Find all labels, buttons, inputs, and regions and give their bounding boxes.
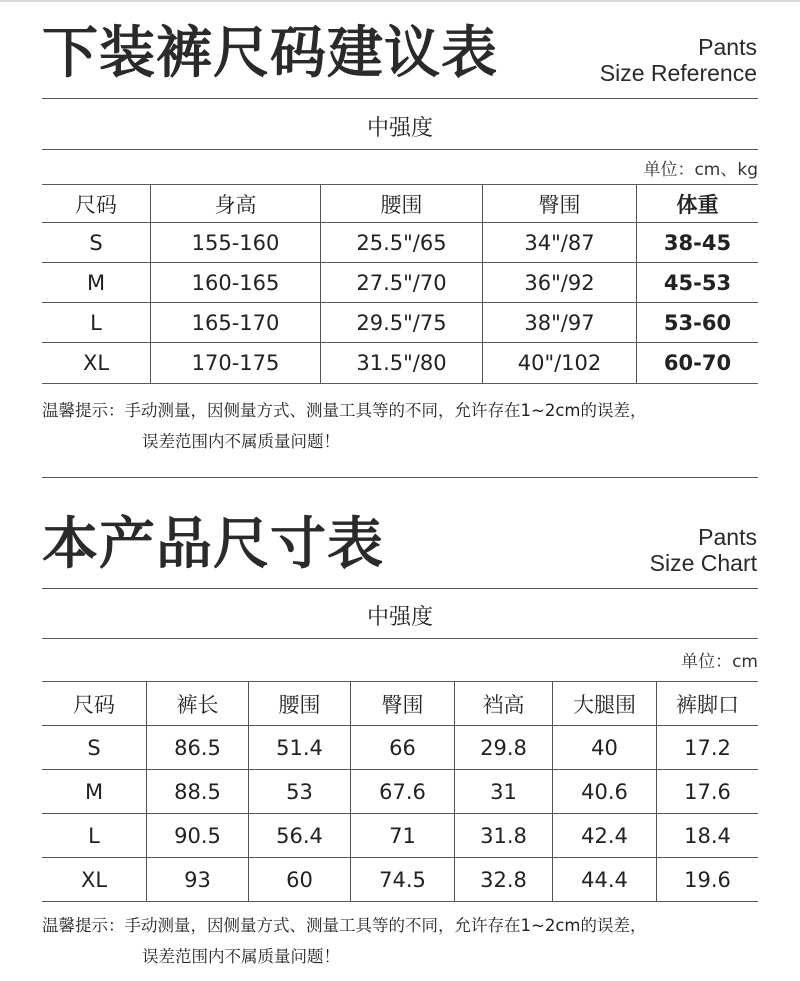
table-cell: S: [42, 726, 146, 770]
divider: [42, 149, 758, 150]
table-cell: 32.8: [454, 858, 552, 902]
table-cell: 45-53: [636, 263, 758, 303]
section-english-title: [650, 524, 757, 576]
table-header-cell: 尺码: [42, 185, 150, 223]
table-cell: 86.5: [146, 726, 248, 770]
table-header-cell: 裤脚口: [656, 682, 758, 726]
table-cell: 67.6: [350, 770, 454, 814]
table-cell: 66: [350, 726, 454, 770]
unit-label: 单位：cm: [681, 652, 758, 672]
intensity-label: 中强度: [366, 605, 433, 630]
size-chart-section: [0, 480, 800, 981]
table-cell: 38-45: [636, 223, 758, 263]
table-header-cell: 体重: [636, 185, 758, 223]
size-chart-table: [42, 682, 758, 902]
table-cell: 160-165: [150, 263, 320, 303]
table-cell: 40: [552, 726, 656, 770]
table-cell: 53: [248, 770, 350, 814]
table-cell: XL: [82, 351, 110, 375]
table-cell: 38"/97: [482, 303, 636, 343]
measurement-note: [42, 395, 758, 457]
table-cell: 17.2: [656, 726, 758, 770]
table-header-cell: 尺码: [42, 682, 146, 726]
note-line2: 误差范围内不属质量问题！: [142, 947, 340, 966]
english-title-line2: Size Reference: [599, 60, 757, 86]
intensity-label: 中强度: [366, 116, 433, 141]
table-row: [42, 263, 758, 303]
table-cell: 51.4: [248, 726, 350, 770]
table-cell: 90.5: [146, 814, 248, 858]
table-cell: 36"/92: [482, 263, 636, 303]
english-title-line1: Pants: [698, 524, 757, 550]
table-cell: L: [42, 814, 146, 858]
table-cell: 170-175: [150, 343, 320, 383]
divider: [42, 477, 758, 478]
table-row: [42, 858, 758, 902]
section-title: 下装裤尺码建议表: [42, 21, 498, 86]
note-line1: 温馨提示：手动测量，因侧量方式、测量工具等的不同，允许存在1~2cm的误差，: [42, 401, 647, 420]
table-cell: 40"/102: [482, 343, 636, 383]
table-cell: 74.5: [350, 858, 454, 902]
divider: [42, 383, 758, 384]
table-cell: 31.8: [454, 814, 552, 858]
table-cell: 27.5"/70: [320, 263, 482, 303]
size-reference-section: [0, 0, 800, 480]
divider: [42, 588, 758, 589]
table-row: [42, 770, 758, 814]
english-title-line2: Size Chart: [649, 550, 757, 576]
table-cell: 71: [350, 814, 454, 858]
divider: [42, 638, 758, 639]
table-cell: 25.5"/65: [320, 223, 482, 263]
table-cell: 31: [454, 770, 552, 814]
table-cell: XL: [80, 868, 108, 892]
measurement-note: [42, 910, 758, 972]
table-cell: S: [42, 223, 150, 263]
table-header-cell: 身高: [150, 185, 320, 223]
table-cell: 53-60: [636, 303, 758, 343]
section-english-title: [600, 34, 757, 86]
table-header-cell: 腰围: [320, 185, 482, 223]
table-cell: 29.8: [454, 726, 552, 770]
table-cell: 44.4: [552, 858, 656, 902]
table-cell: 165-170: [150, 303, 320, 343]
table-cell: 88.5: [146, 770, 248, 814]
table-cell: 18.4: [656, 814, 758, 858]
table-cell: M: [42, 263, 150, 303]
table-header-cell: 臀围: [482, 185, 636, 223]
table-cell: 29.5"/75: [320, 303, 482, 343]
english-title-line1: Pants: [698, 34, 757, 60]
table-cell: 60: [248, 858, 350, 902]
table-row: [42, 726, 758, 770]
table-header-row: [42, 185, 758, 223]
table-cell: 60-70: [636, 343, 758, 383]
section-title: 本产品尺寸表: [42, 512, 384, 577]
table-header-cell: 裆高: [454, 682, 552, 726]
table-header-cell: 裤长: [146, 682, 248, 726]
table-row: [42, 303, 758, 343]
note-line2: 误差范围内不属质量问题！: [142, 432, 340, 451]
table-header-cell: 腰围: [248, 682, 350, 726]
table-cell: 17.6: [656, 770, 758, 814]
table-header-row: [42, 682, 758, 726]
table-cell: 42.4: [552, 814, 656, 858]
table-cell: 40.6: [552, 770, 656, 814]
table-cell: L: [42, 303, 150, 343]
table-row: [42, 223, 758, 263]
table-cell: 31.5"/80: [320, 343, 482, 383]
size-reference-table: [42, 185, 758, 383]
table-row: [42, 814, 758, 858]
table-header-cell: 大腿围: [552, 682, 656, 726]
table-header-cell: 臀围: [350, 682, 454, 726]
note-line1: 温馨提示：手动测量，因侧量方式、测量工具等的不同，允许存在1~2cm的误差，: [42, 916, 647, 935]
table-cell: 155-160: [150, 223, 320, 263]
table-cell: 19.6: [656, 858, 758, 902]
table-cell: 56.4: [248, 814, 350, 858]
table-cell: M: [42, 770, 146, 814]
divider: [42, 98, 758, 99]
unit-label: 单位：cm、kg: [643, 160, 758, 180]
table-row: [42, 343, 758, 383]
table-cell: 34"/87: [482, 223, 636, 263]
divider: [42, 901, 758, 902]
table-cell: 93: [146, 858, 248, 902]
